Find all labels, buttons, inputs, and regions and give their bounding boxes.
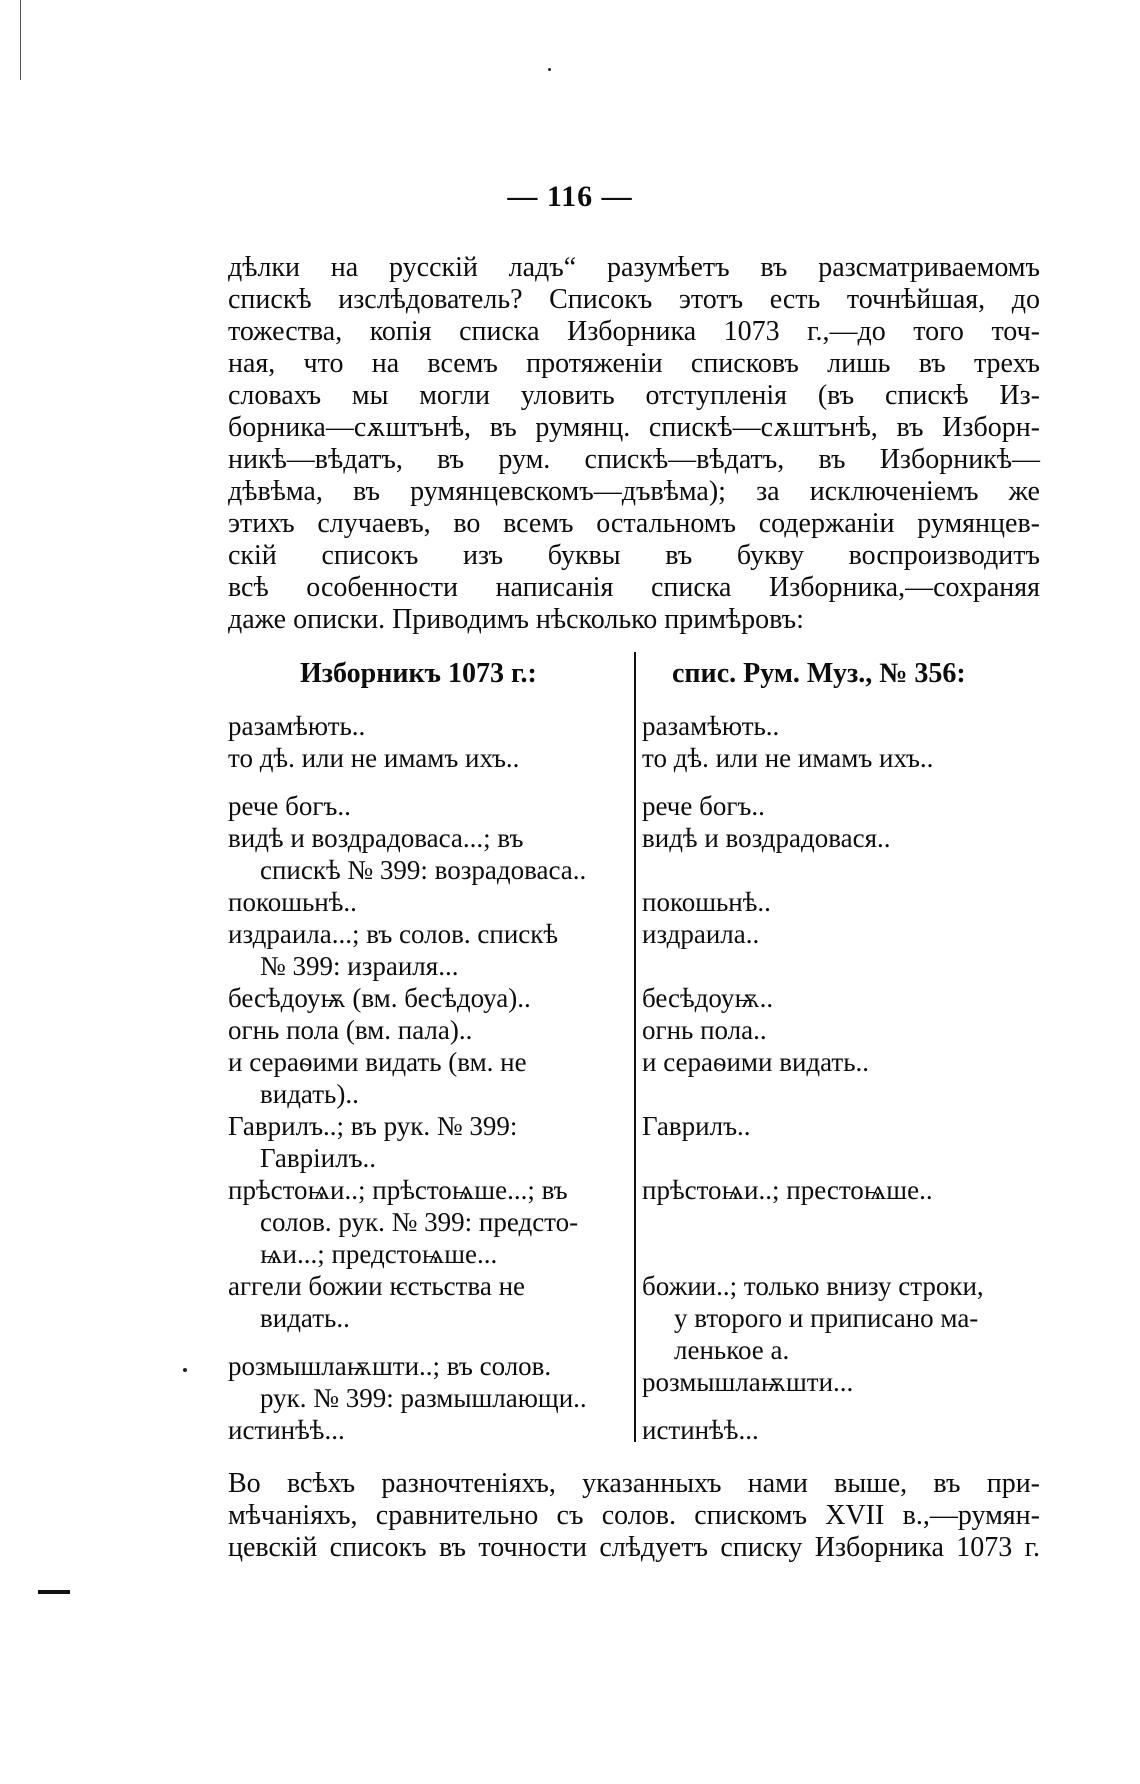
text-line: даже описки. Приводимъ нѣсколько примѣровъ: <box>228 604 804 635</box>
right-entry: у второго и приписано ма- <box>674 1303 979 1333</box>
left-entry: ѩи...; предстоѩше... <box>260 1239 498 1269</box>
right-entry: огнь пола.. <box>642 1015 767 1045</box>
left-entry: видать.. <box>260 1303 350 1333</box>
left-entry: издраила...; въ солов. спискѣ <box>228 919 559 949</box>
left-entry: рече богъ.. <box>228 791 351 821</box>
text-line: всѣ особенности написанія списка Изборника,—сохраняя <box>228 572 1040 603</box>
left-entry: бесѣдоуѭ (вм. бесѣдоуа).. <box>228 983 531 1013</box>
left-entry: Гавріилъ.. <box>260 1143 377 1173</box>
left-entry: и сераѳими видать (вм. не <box>228 1047 527 1077</box>
margin-dash <box>38 1590 70 1594</box>
left-entry: № 399: израиля... <box>260 951 459 981</box>
scan-speck <box>548 68 551 71</box>
text-line: цевскій списокъ въ точности слѣдуетъ списку Изборника 1073 г. <box>228 1532 1040 1563</box>
text-line: дѣлки на русскій ладъ“ разумѣетъ въ разсматриваемомъ <box>228 252 1040 283</box>
right-entry: божии..; только внизу строки, <box>642 1271 984 1301</box>
text-line: ная, что на всемъ протяженіи списковъ лишь въ трехъ <box>228 348 1040 379</box>
left-column-header: Изборникъ 1073 г.: <box>300 658 537 689</box>
right-column-header: спис. Рум. Муз., № 356: <box>672 658 966 689</box>
scan-edge-line <box>20 0 21 80</box>
left-entry: видать).. <box>260 1079 359 1109</box>
right-entry: прѣстоѩи..; престоѩше.. <box>642 1175 933 1205</box>
text-line: борника—сѫштънѣ, въ румянц. спискѣ—сѫштънѣ, въ Изборн- <box>228 412 1040 443</box>
right-entry: покошьнѣ.. <box>642 887 771 917</box>
right-entry: разамѣють.. <box>642 711 780 741</box>
text-line: никѣ—вѣдатъ, въ рум. спискѣ—вѣдатъ, въ Изборникѣ— <box>228 444 1040 475</box>
left-entry: аггели божии ѥстьства не <box>228 1271 526 1301</box>
left-entry: то дѣ. или не имамъ ихъ.. <box>228 743 520 773</box>
text-line: дѣвѣма, въ румянцевскомъ—дъвѣма); за исключеніемъ же <box>228 476 1040 507</box>
text-line: спискѣ изслѣдователь? Списокъ этотъ есть точнѣйшая, до <box>228 284 1040 315</box>
text-line: Во всѣхъ разночтеніяхъ, указанныхъ нами выше, въ при- <box>228 1468 1040 1499</box>
left-entry: солов. рук. № 399: предсто- <box>260 1207 579 1237</box>
right-entry: издраила.. <box>642 919 760 949</box>
left-entry: разамѣють.. <box>228 711 366 741</box>
right-entry: рече богъ.. <box>642 791 765 821</box>
left-entry: рук. № 399: размышлающи.. <box>260 1383 587 1413</box>
text-line: тожества, копія списка Изборника 1073 г.,—до того точ- <box>228 316 1040 347</box>
left-entry: истинѣѣ... <box>228 1415 345 1445</box>
right-entry: бесѣдоуѭ.. <box>642 983 774 1013</box>
left-entry: Гаврилъ..; въ рук. № 399: <box>228 1111 518 1141</box>
text-line: скій списокъ изъ буквы въ букву воспроизводитъ <box>228 540 1040 571</box>
left-entry: спискѣ № 399: возрадоваса.. <box>260 855 587 885</box>
right-entry: и сераѳими видать.. <box>642 1047 870 1077</box>
left-entry: покошьнѣ.. <box>228 887 357 917</box>
left-entry: прѣстоѩи..; прѣстоѩше...; въ <box>228 1175 568 1205</box>
right-entry: то дѣ. или не имамъ ихъ.. <box>642 743 934 773</box>
right-entry: Гаврилъ.. <box>642 1111 751 1141</box>
left-entry: видѣ и воздрадоваса...; въ <box>228 823 524 853</box>
right-entry: истинѣѣ... <box>642 1415 759 1445</box>
right-entry: ленькое а. <box>674 1335 790 1365</box>
text-line: мѣчаніяхъ, сравнительно съ солов. спискомъ XVII в.,—румян- <box>228 1500 1040 1531</box>
left-entry: розмышлаѭшти..; въ солов. <box>228 1351 552 1381</box>
text-line: этихъ случаевъ, во всемъ остальномъ содержаніи румянцев- <box>228 508 1040 539</box>
text-line: словахъ мы могли уловить отступленія (въ спискѣ Из- <box>228 380 1040 411</box>
left-entry: огнь пола (вм. пала).. <box>228 1015 473 1045</box>
right-entry: видѣ и воздрадовася.. <box>642 823 891 853</box>
intro-paragraph <box>228 252 1040 636</box>
right-entry: розмышлаѭшти... <box>642 1367 854 1397</box>
scan-speck <box>183 1368 187 1372</box>
closing-paragraph <box>228 1468 1040 1564</box>
page-number: — 116 — <box>507 180 633 213</box>
